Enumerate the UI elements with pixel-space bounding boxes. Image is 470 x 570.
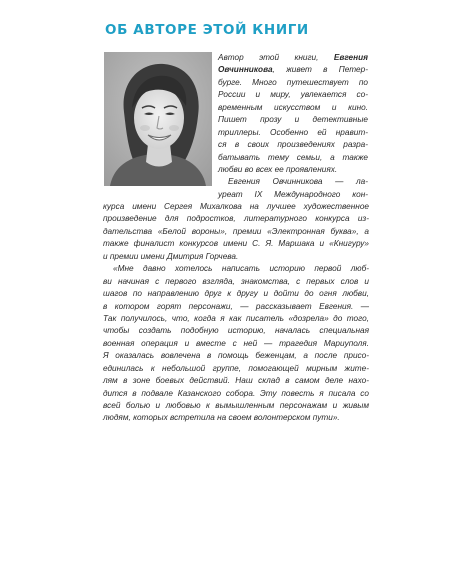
- body-line: ви начиная с первого взгляда, знакомства, с первых слов и: [103, 276, 369, 286]
- body-line: чтобы создать подобную историю, началась специальная: [103, 326, 369, 336]
- body-line: шагов по направлению друг к другу и дойти до огня любви,: [103, 289, 369, 299]
- bio-line: [218, 64, 368, 76]
- author-first-name: Евгения: [333, 53, 368, 62]
- bio-line: России и миру, увлекается со-: [218, 90, 368, 100]
- body-line: дательства «Белой вороны», премии «Электронная буква», а: [103, 226, 369, 236]
- body-line: также финалист конкурсов имени С. Я. Маршака и «Книгуру»: [103, 239, 369, 249]
- bio-text: , живет в Петер-: [272, 65, 368, 75]
- author-body-text: [103, 201, 369, 425]
- bio-line: Пишет прозу и детективные: [218, 115, 368, 125]
- body-line: военная операция и вместе с ней — трагедия Мариуполя.: [103, 338, 369, 348]
- body-line: Так получилось, что, когда я как писатель «дозрела» до того,: [103, 313, 369, 323]
- body-line: лям в зоне боевых действий. Наш склад в самом деле нахо-: [103, 376, 369, 386]
- bio-line: временным искусством и кино.: [218, 102, 368, 112]
- body-line: Я оказалась вовлечена в помощь беженцам, а после присо-: [103, 351, 369, 361]
- body-line: и премии имени Дмитрия Горчева.: [103, 251, 239, 261]
- body-line: курса имени Сергея Михалкова на лучшее художественное: [103, 202, 369, 211]
- bio-line: бурге. Много путешествует по: [218, 77, 368, 87]
- bio-line: батывать тему семьи, а также: [218, 152, 368, 162]
- author-last-name: Овчинникова: [218, 65, 273, 75]
- bio-line: любви во всех ее проявлениях.: [218, 164, 338, 174]
- bio-text: Автор этой книги,: [218, 53, 334, 62]
- body-line: единилась к небольшой группе, помогающей мирным жите-: [103, 363, 369, 373]
- bio-line: ся в своих произведениях разра-: [218, 140, 368, 150]
- author-portrait-icon: [104, 52, 212, 186]
- body-line: «Мне давно хотелось написать историю первой люб-: [113, 264, 369, 274]
- body-line: всей болью и любовью к вымышленным персонажам и живым: [103, 401, 369, 410]
- bio-line: триллеры. Особенно ей нравит-: [218, 127, 368, 137]
- bio-line: Евгения Овчинникова — ла-: [228, 177, 368, 187]
- body-line: дится в подвале Казанского собора. Эту повесть я писала со: [103, 388, 369, 398]
- bio-line: уреат IX Международного кон-: [218, 189, 368, 199]
- body-line: людям, которых встретила на своем волонтерском пути».: [103, 413, 340, 423]
- author-bio-column: [218, 52, 368, 201]
- section-heading: ОБ АВТОРЕ ЭТОЙ КНИГИ: [105, 22, 309, 38]
- bio-line: [218, 52, 368, 64]
- author-photo: [104, 52, 212, 186]
- body-line: произведение для подростков, литературного конкурса из-: [103, 214, 369, 224]
- body-line: в котором горят персонажи, — рассказывает Евгения. —: [103, 301, 369, 311]
